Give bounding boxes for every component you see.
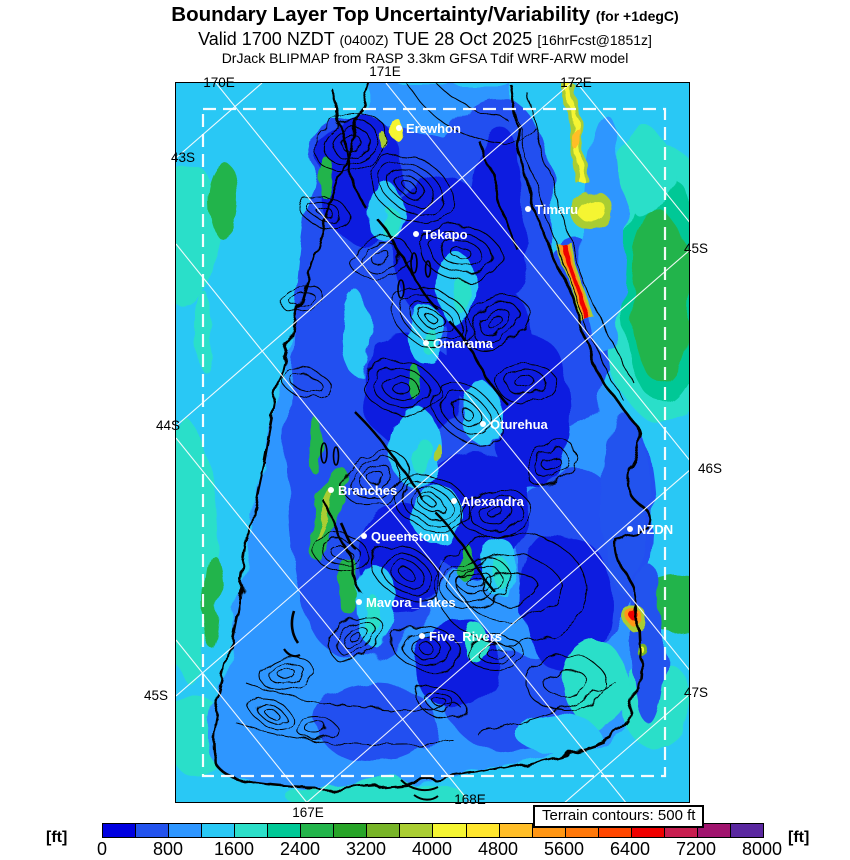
lon-label-172e: 172E	[560, 75, 592, 90]
colorbar-tick: 4000	[411, 839, 453, 859]
colorbar-tick: 800	[152, 839, 184, 859]
place-label: Alexandra	[461, 494, 524, 509]
place-dot	[396, 125, 402, 131]
place-marker	[480, 417, 549, 432]
colorbar-cell	[432, 824, 465, 837]
valid-line	[0, 30, 850, 50]
lat-label-44s: 44S	[156, 418, 181, 433]
place-dot	[328, 487, 334, 493]
place-dot	[419, 633, 425, 639]
place-dot	[525, 206, 531, 212]
lat-label-45s-right: 45S	[684, 241, 709, 256]
colorbar-tick: 5600	[543, 839, 585, 859]
place-dot	[413, 231, 419, 237]
place-label: Five_Rivers	[429, 629, 502, 644]
place-label: Tekapo	[423, 227, 468, 242]
terrain-contours-note: Terrain contours: 500 ft	[533, 805, 704, 828]
title-suffix: (for +1degC)	[595, 8, 679, 24]
place-label: Timaru	[535, 202, 579, 217]
place-marker	[356, 595, 456, 610]
colorbar-cell	[168, 824, 201, 837]
lat-label-45s-left: 45S	[144, 688, 169, 703]
colorbar-cell	[103, 824, 135, 837]
colorbar-cell	[399, 824, 432, 837]
colorbar-cell	[466, 824, 499, 837]
place-marker	[451, 494, 525, 509]
colorbar-tick: 3200	[345, 839, 387, 859]
colorbar-tick: 6400	[609, 839, 651, 859]
place-label: Oturehua	[490, 417, 548, 432]
colorbar-cell	[499, 824, 532, 837]
forecast-note: [16hrFcst@1851z]	[537, 31, 652, 48]
place-marker	[396, 121, 461, 136]
place-dot	[361, 533, 367, 539]
place-label: Erewhon	[406, 121, 461, 136]
colorbar-tick: 7200	[675, 839, 717, 859]
lon-label-168e: 168E	[454, 792, 486, 807]
colorbar-tick: 0	[96, 839, 107, 859]
lat-label-47s: 47S	[684, 685, 709, 700]
model-line: DrJack BLIPMAP from RASP 3.3km GFSA Tdif WRF-ARW model	[221, 50, 629, 67]
place-dot	[627, 526, 633, 532]
place-marker	[328, 483, 397, 498]
colorbar-cell	[300, 824, 333, 837]
place-dot	[451, 498, 457, 504]
colorbar-tick: 8000	[741, 839, 783, 859]
colorbar-unit-right: [ft]	[788, 829, 810, 846]
colorbar-tick: 2400	[279, 839, 321, 859]
valid-zulu: (0400Z)	[339, 31, 389, 48]
colorbar-cell	[201, 824, 234, 837]
colorbar-cell	[267, 824, 300, 837]
place-dot	[356, 599, 362, 605]
valid-prefix: Valid 1700 NZDT	[198, 28, 335, 49]
colorbar-cell	[333, 824, 366, 837]
lat-label-43s: 43S	[171, 150, 196, 165]
map-svg	[176, 83, 690, 803]
header	[0, 4, 850, 67]
lon-label-171e: 171E	[369, 64, 401, 79]
colorbar-unit-left: [ft]	[46, 829, 68, 846]
lon-label-170e: 170E	[203, 75, 235, 90]
valid-date: TUE 28 Oct 2025	[393, 28, 533, 49]
place-marker	[361, 529, 449, 544]
place-label: Branches	[338, 483, 398, 498]
colorbar-cell	[135, 824, 168, 837]
colorbar-cell	[366, 824, 399, 837]
place-marker	[423, 336, 494, 351]
title-text: Boundary Layer Top Uncertainty/Variability	[171, 3, 591, 26]
colorbar-tick: 1600	[213, 839, 255, 859]
lat-label-46s: 46S	[698, 461, 723, 476]
place-dot	[423, 340, 429, 346]
place-label: NZDN	[637, 522, 674, 537]
place-label: Mavora_Lakes	[366, 595, 456, 610]
colorbar-cell	[730, 824, 763, 837]
lon-label-167e: 167E	[292, 805, 324, 820]
place-marker	[419, 629, 502, 644]
colorbar-tick: 4800	[477, 839, 519, 859]
colorbar-cell	[234, 824, 267, 837]
place-label: Queenstown	[371, 529, 450, 544]
page-title	[0, 4, 850, 27]
place-dot	[480, 421, 486, 427]
place-label: Omarama	[433, 336, 493, 351]
map-canvas	[175, 82, 690, 803]
